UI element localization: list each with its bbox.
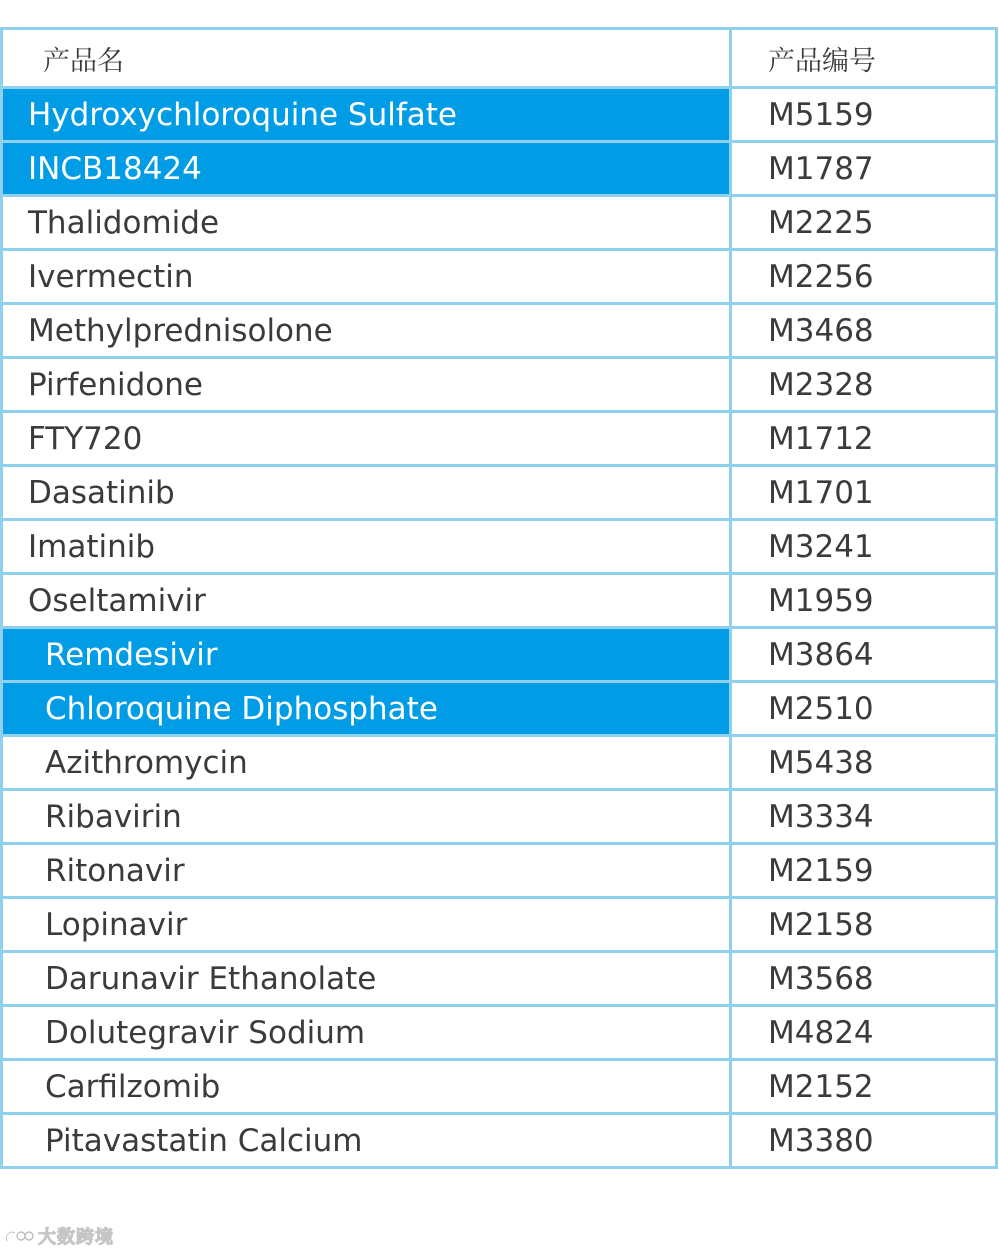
product-name-cell: Ribavirin — [2, 790, 731, 844]
product-name-cell: Darunavir Ethanolate — [2, 952, 731, 1006]
table-row — [2, 412, 997, 466]
table-row — [2, 250, 997, 304]
product-code-cell: M2256 — [731, 250, 997, 304]
product-table — [0, 27, 998, 1169]
product-name-cell: Chloroquine Diphosphate — [2, 682, 731, 736]
product-name-cell: Hydroxychloroquine Sulfate — [2, 88, 731, 142]
table-row — [2, 682, 997, 736]
product-name-cell: Methylprednisolone — [2, 304, 731, 358]
product-name-cell: Pirfenidone — [2, 358, 731, 412]
product-name-cell: Thalidomide — [2, 196, 731, 250]
product-code-cell: M3334 — [731, 790, 997, 844]
table-row — [2, 1006, 997, 1060]
watermark — [4, 1223, 114, 1249]
table-row — [2, 196, 997, 250]
product-name-cell: Oseltamivir — [2, 574, 731, 628]
product-code-cell: M2152 — [731, 1060, 997, 1114]
table-row — [2, 1114, 997, 1168]
product-name-cell: Ivermectin — [2, 250, 731, 304]
product-name-cell: Remdesivir — [2, 628, 731, 682]
table-header-row — [2, 29, 997, 88]
product-name-cell: Ritonavir — [2, 844, 731, 898]
product-code-cell: M1712 — [731, 412, 997, 466]
product-code-cell: M2159 — [731, 844, 997, 898]
product-table-container — [0, 27, 999, 1253]
product-name-cell: Dolutegravir Sodium — [2, 1006, 731, 1060]
product-name-cell: Imatinib — [2, 520, 731, 574]
table-row — [2, 844, 997, 898]
product-code-cell: M4824 — [731, 1006, 997, 1060]
product-name-cell: Lopinavir — [2, 898, 731, 952]
table-row — [2, 790, 997, 844]
product-code-cell: M1959 — [731, 574, 997, 628]
table-row — [2, 520, 997, 574]
product-code-cell: M3568 — [731, 952, 997, 1006]
product-code-cell: M3468 — [731, 304, 997, 358]
product-code-cell: M5159 — [731, 88, 997, 142]
product-code-cell: M2328 — [731, 358, 997, 412]
product-name-cell: Azithromycin — [2, 736, 731, 790]
product-name-cell: INCB18424 — [2, 142, 731, 196]
watermark-text: 大数跨境 — [38, 1227, 114, 1248]
table-row — [2, 1060, 997, 1114]
product-name-cell: Dasatinib — [2, 466, 731, 520]
table-row — [2, 628, 997, 682]
table-row — [2, 142, 997, 196]
table-row — [2, 898, 997, 952]
product-code-cell: M2225 — [731, 196, 997, 250]
product-code-cell: M2158 — [731, 898, 997, 952]
table-row — [2, 736, 997, 790]
table-row — [2, 88, 997, 142]
table-row — [2, 358, 997, 412]
product-code-cell: M5438 — [731, 736, 997, 790]
product-name-cell: FTY720 — [2, 412, 731, 466]
product-code-cell: M2510 — [731, 682, 997, 736]
table-row — [2, 952, 997, 1006]
brand-logo-icon — [4, 1227, 34, 1245]
column-header-product-code: 产品编号 — [731, 29, 997, 88]
table-row — [2, 304, 997, 358]
column-header-product-name: 产品名 — [2, 29, 731, 88]
product-name-cell: Carfilzomib — [2, 1060, 731, 1114]
table-body — [2, 88, 997, 1168]
table-row — [2, 466, 997, 520]
product-name-cell: Pitavastatin Calcium — [2, 1114, 731, 1168]
product-code-cell: M3380 — [731, 1114, 997, 1168]
product-code-cell: M1787 — [731, 142, 997, 196]
product-code-cell: M1701 — [731, 466, 997, 520]
product-code-cell: M3864 — [731, 628, 997, 682]
table-row — [2, 574, 997, 628]
product-code-cell: M3241 — [731, 520, 997, 574]
